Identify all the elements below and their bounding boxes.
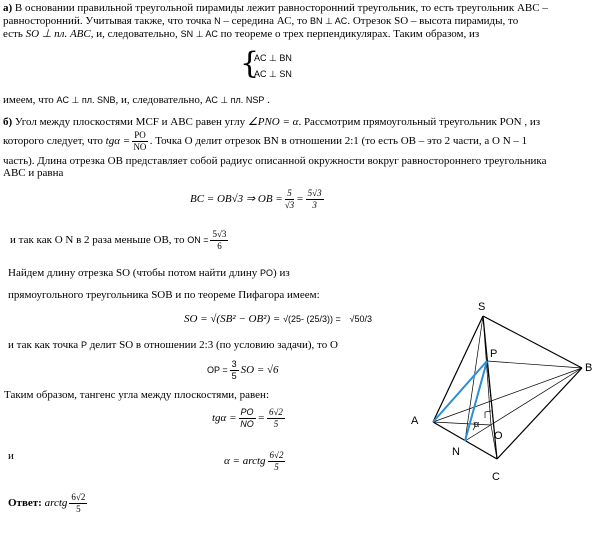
answer-fraction [69, 492, 87, 515]
part-b-label: б) [3, 116, 13, 128]
op-rhs: SO = √6 [240, 363, 279, 376]
alpha-num: 6√2 [269, 450, 284, 460]
tg2-lhs: tgα = [212, 412, 237, 425]
part-b-line-7: прямоугольного треугольника SOB и по теореме Пифагора имеем: [8, 289, 320, 301]
part-b-line-3: часть). Длина отрезка OB представляет собой радиус описанной окружности вокруг равностороннего треугольника [3, 155, 547, 167]
op-num: 3 [231, 359, 237, 369]
part-a-line-1 [3, 2, 548, 15]
eq-bc-frac-1 [285, 188, 294, 211]
tg2-den: NO [240, 419, 254, 429]
answer-fn: arctg [44, 497, 68, 510]
part-a-text-2c: . Отрезок SO – высота пирамиды, то [347, 15, 519, 27]
eq-bc-lhs: BC = OB√3 ⇒ OB = [190, 193, 283, 206]
po-label: PO [260, 268, 274, 278]
eq-alpha [224, 450, 287, 473]
part-a-line-3 [3, 28, 479, 41]
answer [8, 492, 89, 515]
eq-bc-eq: = [296, 193, 304, 206]
edge-bc [497, 368, 582, 459]
eq-bc-d1: √3 [284, 200, 295, 210]
point-p-label: P [80, 340, 87, 350]
pyramid-figure [395, 294, 595, 534]
so-eq-result: √50/3 [349, 314, 372, 324]
part-b-text-6b: ) из [273, 267, 290, 279]
on-lhs: ON = [187, 235, 209, 246]
part-b-text-6a: Найдем длину отрезка SO (чтобы потом найти длину [8, 267, 258, 279]
part-b-line-6 [8, 267, 290, 280]
op-lhs: OP = [207, 364, 228, 375]
part-b-line-5 [10, 229, 230, 252]
part-a-text-1: В основании правильной треугольной пирамиды лежит равносторонний треугольник, то есть треугольник АВС – [14, 2, 548, 14]
bn-perp-ac: BN ⊥ AC [309, 16, 348, 26]
so-eq-lhs: SO = √(SB² − OB²) = [184, 313, 281, 325]
tg2-fraction [239, 407, 256, 430]
vertex-a-label: A [411, 415, 419, 427]
part-a-label: а) [3, 2, 13, 14]
tg-den-1: NO [133, 142, 147, 152]
part-a-text-3b: , и, следовательно, [90, 28, 178, 40]
op-den: 5 [231, 371, 237, 381]
and-word: и [8, 450, 14, 462]
eq-bc-n2: 5√3 [307, 188, 322, 198]
sn-perp-ac: SN ⊥ AC [180, 29, 218, 39]
tg-num-1: PO [134, 130, 146, 140]
on-den: 6 [217, 241, 222, 251]
ac-perp-nsp: AC ⊥ пл. NSP [205, 95, 265, 105]
vertex-c-label: C [492, 471, 500, 483]
point-n-label: N [214, 16, 221, 26]
system-eq-2: AC ⊥ SN [254, 69, 292, 79]
part-b-line-4: АВС и равна [3, 167, 64, 179]
vertex-b-label: B [585, 362, 593, 374]
ac-perp-snb: AC ⊥ пл. SNB [56, 95, 116, 105]
line-pc [487, 361, 497, 459]
tg2-eq: = [257, 412, 265, 425]
part-b-text-1a: Угол между плоскостями MCF и ABC равен углу [14, 116, 246, 128]
alpha-lhs: α = arctg [224, 455, 266, 468]
on-num: 5√3 [212, 229, 227, 239]
part-b-text-2a: которого следует, что [3, 135, 103, 148]
alpha-den: 5 [274, 462, 279, 472]
inner-lines [433, 316, 582, 459]
system-eq-1: AC ⊥ BN [254, 53, 292, 63]
on-fraction [210, 229, 228, 252]
part-b-text-1b: . Рассмотрим прямоугольный треугольник PON , из [298, 116, 541, 128]
part-a-text-2a: равносторонний. Учитывая также, что точка [3, 15, 212, 27]
answer-den: 5 [76, 504, 81, 514]
part-b-line-1 [3, 116, 540, 129]
part-a-text-4a: имеем, что [3, 94, 54, 106]
part-a-line-2 [3, 15, 518, 28]
part-b-text-2b: . Точка O делит отрезок BN в отношении 2:1 (то есть OB – это 2 части, а O N – 1 [149, 135, 528, 148]
answer-num: 6√2 [71, 492, 86, 502]
tg-fraction-1 [132, 130, 148, 153]
eq-so [184, 313, 372, 326]
alpha-fig-label: α [474, 419, 480, 429]
point-o-fig-label: O [494, 430, 503, 442]
edge-sb [483, 316, 582, 368]
so-eq-mid: √(25- (25/3)) = [283, 314, 341, 324]
op-fraction [230, 359, 239, 382]
part-b-text-8b: делит SO в отношении 2:3 (по условию задачи), то O [89, 339, 338, 351]
part-b-text-8a: и так как точка [8, 339, 79, 351]
eq-tg-2 [212, 407, 287, 430]
eq-bc [190, 188, 326, 211]
tg2-rnum: 6√2 [268, 407, 283, 417]
part-a-line-4 [3, 94, 270, 107]
part-b-line-9: Таким образом, тангенс угла между плоскостями, равен: [4, 389, 270, 401]
line-pb [487, 361, 582, 368]
alpha-fraction [268, 450, 286, 473]
part-a-text-2b: – середина АС, то [223, 15, 308, 27]
so-perp-abc: SO ⊥ пл. ABC [25, 28, 91, 40]
tg2-rfraction [267, 407, 285, 430]
line-ao [433, 422, 491, 425]
edge-ab [433, 368, 582, 422]
system-brace: { [240, 46, 260, 81]
part-a-text-4b: , и, следовательно, [115, 94, 203, 106]
tg-alpha-1: tgα = [105, 135, 131, 148]
pyramid-edges [433, 316, 582, 459]
part-a-text-3a: есть [3, 28, 23, 40]
tg2-num: PO [240, 407, 254, 417]
vertex-s-label: S [478, 301, 486, 313]
eq-bc-frac-2 [306, 188, 324, 211]
point-p-fig-label: P [490, 348, 498, 360]
part-b-text-5a: и так как O N в 2 раза меньше OB, то [10, 234, 185, 247]
highlighted-section [433, 361, 487, 441]
answer-label: Ответ: [8, 497, 42, 510]
part-a-text-4c: . [267, 94, 270, 106]
tg2-rden: 5 [273, 419, 279, 429]
eq-bc-d2: 3 [312, 200, 317, 210]
eq-op [207, 359, 279, 382]
eq-bc-n1: 5 [285, 188, 294, 200]
part-b-line-8 [8, 339, 338, 352]
part-a-text-3c: по теореме о трех перпендикулярах. Таким образом, из [220, 28, 480, 40]
part-b-line-2 [3, 130, 527, 153]
angle-pno: ∠PNO = α [247, 116, 299, 128]
point-n-fig-label: N [452, 446, 460, 458]
